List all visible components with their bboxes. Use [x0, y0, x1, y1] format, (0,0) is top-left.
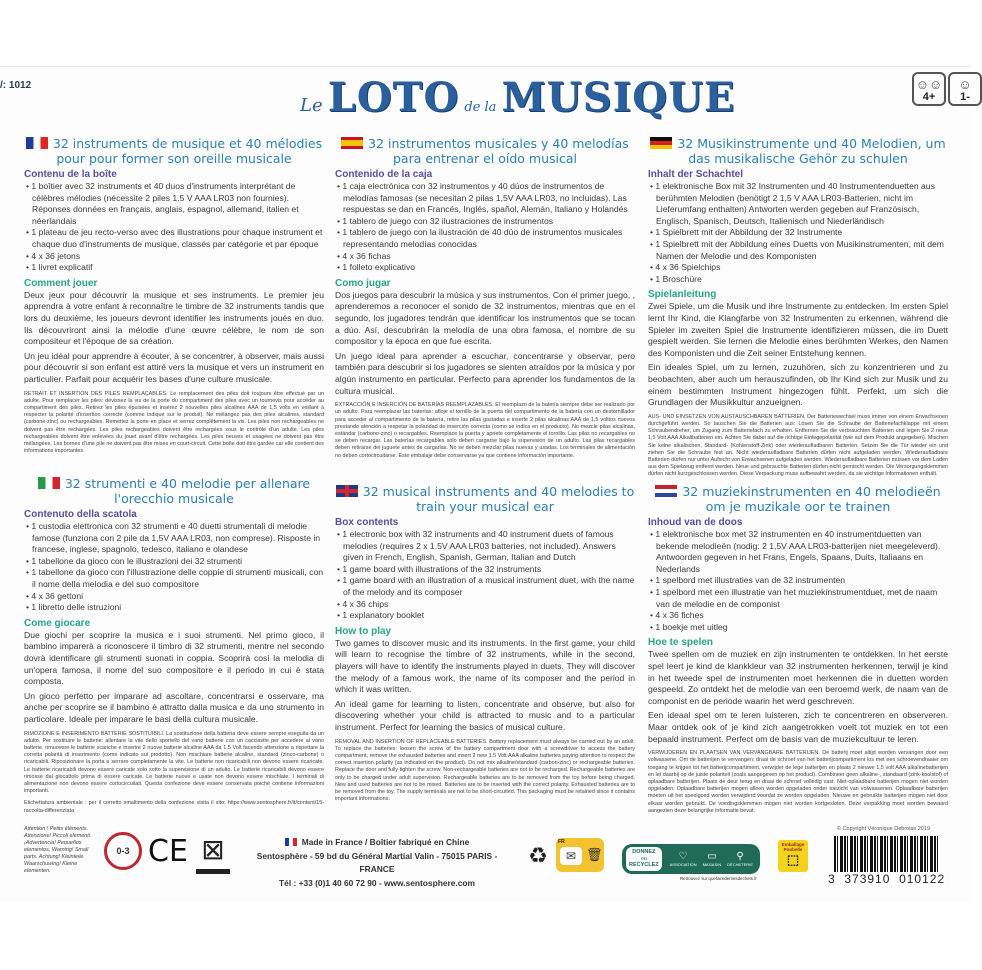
section-english [335, 484, 635, 803]
french-flag-icon [285, 838, 297, 846]
barcode-number: 3 373910 010122 [828, 872, 946, 886]
how-to-play-paragraph: Een ideaal spel om te leren luisteren, zich te concentreren en observeren. Maar ontdek ook of je kind zich aangetrokken voelt tot muziek en tot een bepaald instrument. Perfect om de basis van de muziekcultuur te leren. [648, 710, 948, 744]
copyright: © Copyright Véronique Debroise 2019 [837, 826, 931, 832]
contents-item: • 1 custodia elettronica con 32 strumenti e 40 duetti strumentali di melodie famose (funziona con 2 pile da 1,5V AAA LR03, non comprese). Risposte in francese, inglese, spagnolo, tedesco, italiano e olandese [24, 521, 324, 556]
contents-item: • 4 x 36 gettoni [24, 591, 324, 603]
flag-fr-icon [26, 137, 48, 149]
title-loto: LOTO [327, 74, 460, 121]
association-option: ♡ ASSOCIATION [669, 851, 697, 867]
title-musique: MUSIQUE [501, 74, 736, 121]
dump-option: ⚲ DÉCHETERIE [727, 851, 753, 867]
barcode [834, 836, 938, 876]
section-heading: 32 instruments de musique et 40 mélodies pour pour former son oreille musicale [24, 136, 324, 166]
how-to-play-paragraph: Ein ideales Spiel, um zu lernen, zuzuhören, sich zu konzentrieren und zu beobachten, aber auch um herauszufinden, ob Ihr Kind sich zur Musik und zu einem bestimmten Instrument hingezogen fühlt. Perfekt, um sich die Grundlagen der Musikkultur anzueignen. [648, 362, 948, 408]
how-to-play-paragraph: Two games to discover music and its instruments. In the first game, your child will learn to recognise the timbre of 32 instruments, while in the second, players will have to identify the instruments played in duets. They will discover the melody of a famous work, the name of its composer and the period in which it was written. [335, 637, 635, 695]
flag-it-icon [38, 477, 60, 489]
contents-item: • 1 caja electrónica con 32 instrumentos y 40 dúos de instrumentos de melodías famosas (se necesitan 2 pilas 1,5V AAA LR03, no incluidas). Las respuestas se dan en Francés, Inglés, spañol, Alemán, Italiano y Holandés [335, 181, 635, 216]
fr-badge: FR [558, 839, 565, 845]
contents-list [24, 181, 324, 274]
contents-item: • 1 tablero de juego con la ilustración de 40 dúo de instrumentos musicales representando melodías conocidas [335, 227, 635, 250]
battery-instructions: VERWIJDEREN EN PLAATSEN VAN VERVANGBARE BATTERIJEN. De batterij moet altijd worden vervangen door een volwassene. Om de batterijen te vervangen: draai de schroef van het batterijcompartiment los met een schroevendraaier om toegang te krijgen tot het batterijcompartiment, verwijder de lege batterijen en plaats 2 nieuwe 1,5 volt AAA alkalinebatterijen en let daarbij op de juiste polariteit (zoals aangegeven op het product). Combineer geen alkaline-, standaard (zink-koolstof) of oplaadbare batterijen. Plaats de deur terug en draai de schroef volledig vast. Niet-oplaadbare batterijen mogen niet worden opgeladen. Oplaadbare batterijen mogen alleen worden opgeladen onder toezicht van volwassenen. Oplaadbare batterijen moeten uit het speelgoed worden verwijderd voordat ze worden opgeladen. Nieuwe en gebruikte batterijen mogen niet door elkaar worden gebruikt. De voedingsklemmen mogen niet worden kortgesloten. Deze verpakking moet worden bewaard aangezien deze belangrijke informatie bevat. [648, 750, 948, 814]
contents-item: • 1 elektronische box met 32 instrumenten en 40 instrumentduetten van bekende melodieën (nodig: 2 1,5V AAA LR03-batterijen niet meegeleverd). Antwoorden gegeven in het Frans, Engels, Spaans, Duits, Italiaans en Nederlands [648, 529, 948, 575]
recycle-info-icon: FR ✉ 🗑 [556, 838, 604, 872]
contents-item: • 1 plateau de jeu recto-verso avec des illustrations pour chaque instrument et chaque duo d'instruments de musique, classés par catégorie et par époque [24, 227, 324, 250]
how-to-play-paragraph: Dos juegos para descubrir la música y sus instrumentos. Con el primer juego, , aprenderemos a reconocer el sonido de 32 instrumentos, mientras que en el segundo, los jugadores tendrán que identificar los instrumentos que se tocan a dúo. Así, descubrirán la melodía de una obra famosa, el nombre de su compositor y la época en que fue escrita. [335, 289, 635, 347]
game-title-logo [300, 74, 736, 121]
flag-uk-icon [336, 485, 358, 497]
sort-badge-label: Emballage Poubelle [781, 842, 805, 852]
how-to-play-paragraph: An ideal game for learning to listen, concentrate and observe, but also for discovering whether your child is attracted to music and to a particular instrument. Perfect for learning the basics of musical culture. [335, 698, 635, 732]
contents-item: • 1 tabellone da gioco con le illustrazioni dei 32 strumenti [24, 556, 324, 568]
contents-item: • 4 x 36 Spielchips [648, 262, 948, 274]
players-label: 1- [960, 91, 970, 103]
flag-nl-icon [655, 485, 677, 497]
how-to-play-paragraph: Un gioco perfetto per imparare ad ascoltare, concentrarsi e osservare, ma anche per scoprire se il bambino è attratto dalla musica e da uno strumento in particolare. Ideale per imparare le basi della cultura musicale. [24, 690, 324, 724]
contents-item: • 4 x 36 fiches [648, 610, 948, 622]
how-to-play-title: Comment jouer [24, 277, 98, 289]
ce-mark-icon [146, 832, 190, 870]
contents-title: Box contents [335, 517, 399, 528]
contents-item: • 1 elektronische Box mit 32 Instrumenten und 40 Instrumentenduetten aus berühmten Melodien (benötigt 2 1,5 V AAA LR03-Batterien, nicht im Lieferumfang enthalten) Antworten werden gegeben auf Französisch, Englisch, Spanisch, Deutsch, Italienisch und Niederländisch [648, 181, 948, 227]
no-under-3-icon [104, 832, 142, 870]
how-to-play-title: Spielanleitung [648, 289, 717, 301]
how-to-play-paragraph: Zwei Spiele, um die Musik und ihre Instrumente zu entdecken. Im ersten Spiel lernt Ihr Kind, die Klangfarbe von 32 Instrumenten zu erkennen, während die Spieler im zweiten Spiel die Instrumente identifizieren müssen, die im Duett gespielt werden. Sie lernen die Melodie eines berühmten Werkes, den Namen des Komponisten und die Zeit seiner Entstehung kennen. [648, 301, 948, 358]
contents-item: • 1 boekje met uitleg [648, 622, 948, 634]
players-badge [948, 72, 982, 106]
eco-label-text: Etichettatura ambientale : per il corretto smaltimento della confezione visita il sito: https://www.sentosphere.fr/it/content/15-raccolta-differenziata [24, 800, 324, 814]
contents-item: • 1 libretto delle istruzioni [24, 602, 324, 614]
section-heading: 32 musical instruments and 40 melodies to train your musical ear [335, 484, 635, 514]
section-dutch [648, 484, 948, 815]
players-icon: ☺ [958, 77, 972, 92]
ce-label: CE [148, 833, 188, 869]
donate-recycle-label: DONNEZ ou RECYCLEZ [626, 847, 662, 871]
how-to-play-title: Hoe te spelen [648, 637, 714, 649]
contents-item: • 4 x 36 fichas [335, 251, 635, 263]
how-to-play-paragraph: Due giochi per scoprire la musica e i suoi strumenti. Nel primo gioco, il bambino imparerà a riconoscere il timbro di 32 strumenti, mentre nel secondo dovrà identificare gli strumenti suonati in coppia. Scoprirà così la melodia di un'opera famosa, il nome del suo compositore e il periodo in cui è stata composta. [24, 629, 324, 687]
how-to-play-paragraph: Un jeu idéal pour apprendre à écouter, à se concentrer, à observer, mais aussi pour découvrir si son enfant est attiré vers la musique et vers un instrument en particulier. Parfait pour acquérir les bases d'une culture musicale. [24, 350, 324, 384]
contents-title: Contenido de la caja [335, 169, 433, 180]
contents-title: Inhoud van de doos [648, 517, 743, 528]
section-german [648, 136, 948, 479]
shop-option: ▭ MAGASIN [702, 851, 722, 867]
contents-item: • 1 tablero de juego con 32 ilustraciones de instrumentos [335, 216, 635, 228]
how-to-play-title: Como jugar [335, 277, 391, 289]
contact-text: Tél : +33 (0)1 40 60 72 90 - www.sentosphere.com [279, 877, 475, 888]
contents-title: Contenu de la boîte [24, 169, 117, 180]
children-icon: ☺☺ [915, 77, 943, 92]
contents-item: • 1 electronic box with 32 instruments and 40 instrument duets of famous melodies (requires 2 x 1.5V AAA LR03 batteries, not included). Answers given in French, English, Spanish, German, Italian and Dutch [335, 529, 635, 564]
battery-instructions: EXTRACCIÓN E INSERCIÓN DE BATERÍAS REEMPLAZABLES. El reemplazo de la batería siempre debe ser realizado por un adulto. Para reemplazar las baterías: afloje el tornillo de la puerta del compartimento de la batería con un destornillador para acceder al compartimento de la batería, retire las pilas gastadas e inserte 2 pilas alcalinas AAA de 1,5 voltios nuevos prestando atención a respetar la polaridad de inserción correcta (como se indica en el producto). No mezcle pilas alcalinas, estándar (carbono-zinc) o recargables. Reemplace la puerta y apriete completamente el tornillo. Las pilas no recargables no se deben recargar. Las baterías recargables sólo deben cargarse bajo la supervisión de un adulto. Las pilas recargables deben retirarse del juguete antes de cargarlas. No se deben mezclar pilas nuevas y usadas. Los terminales de alimentación no deben cortocircuitarse. Este embalaje debe conservarse ya que contiene información importante. [335, 402, 635, 459]
how-to-play-title: Come giocare [24, 617, 91, 629]
contents-list [648, 529, 948, 633]
contents-item: • 1 folleto explicativo [335, 262, 635, 274]
address-text: Sentosphère - 59 bd du Général Martial Valin - 75015 PARIS - FRANCE [256, 850, 498, 874]
section-french [24, 136, 324, 455]
contents-title: Inhalt der Schachtel [648, 169, 744, 180]
section-heading: 32 instrumentos musicales y 40 melodías para entrenar el oído musical [335, 136, 635, 166]
contents-item: • 1 explanatory booklet [335, 610, 635, 622]
contents-item: • 1 Spielbrett mit der Abbildung der 32 Instrumente [648, 227, 948, 239]
contents-title: Contenuto della scatola [24, 509, 137, 520]
section-spanish [335, 136, 635, 460]
manufacturer-info [246, 836, 508, 890]
battery-instructions: RETRAIT ET INSERTION DES PILES REMPLAÇABLES. Le remplacement des piles doit toujours être effectué par un adulte. Pour remplacer les piles: dévissez la vis de la porte du compartiment des piles avec un tournevis pour accéder au compartiment des piles. Retirez les piles épuisées et insérez 2 nouvelles piles alcalines AAA de 1,5 volts en veillant à respecter la polarité d'insertion correcte (comme indiqué sur le produit). Ne mélangez pas des piles alcalines, standard (carbone-zinc) ou rechargeables. Remettez la porte en place et serrez complètement la vis. Les piles non rechargeables ne doivent pas être rechargées. Les piles rechargeables doivent être rechargées sous le contrôle d'un adulte. Les piles rechargeables doivent être enlevées du jouet avant d'être rechargées. Les piles neuves et usagées ne doivent pas être mélangées. Les bornes d'une pile ne doivent pas être mises en court-circuit. Cette boîte doit être gardée car elle contient des informations importantes. [24, 390, 324, 455]
contents-item: • 4 x 36 jetons [24, 251, 324, 263]
age-player-badges [912, 72, 982, 106]
contents-item: • 1 tabellone da gioco con l'illustrazione delle coppie di strumenti musicali, con il nome della melodia e del suo compositore [24, 567, 324, 590]
age-label: 4+ [922, 91, 936, 103]
battery-instructions: AUS- UND EINSETZEN VON AUSTAUSCHBAREN BATTERIEN. Der Batteriewechsel muss immer von einem Erwachsenen durchgeführt werden. So tauschen Sie die Batterien aus: Lösen Sie die Schraube der Batteriefachklappe mit einem Schraubendreher, um Zugang zum Batteriefach zu erhalten. Entfernen Sie die verbrauchten Batterien und legen Sie 2 neue 1,5 Volt AAA Alkalibatterien ein. Achten Sie dabei auf die richtige Einlegepolarität (wie auf dem Produkt angegeben). Mischen Sie keine alkalischen, Standard- (Kohlenstoff-Zink) oder wiederaufladbaren Batterien. Setzen Sie die Tür wieder ein und ziehen Sie die Schraube fest an. Nicht wiederaufladbare Batterien dürfen nicht aufgeladen werden. Wiederaufladbare Batterien dürfen nur unter Aufsicht von Erwachsenen aufgeladen werden. Wiederaufladbare Batterien müssen vor dem Laden aus dem Spielzeug entfernt werden. Neue und gebrauchte Batterien dürfen nicht gemischt werden. Die Versorgungsklemmen dürfen nicht kurzgeschlossen werden. Diese Verpackung muss aufbewahrt werden, da sie wichtige Informationen enthält. [648, 413, 948, 478]
contents-item: • 1 livret explicatif [24, 262, 324, 274]
sorting-icon: Emballage Poubelle ⬚ [778, 840, 808, 872]
product-reference: /: 1012 [0, 80, 32, 91]
how-to-play-paragraph: Twee spellen om de muziek en zijn instrumenten te ontdekken. In het eerste spel leert je kind de klankkleur van 32 instrumenten herkennen, terwijl je kind in het tweede spel de instrumenten moet herkennen die in duetten worden gespeeld. Zo ontdekt het de melodie van een beroemd werk, de naam van de componist en de periode waarin het werd geschreven. [648, 649, 948, 706]
weee-bin-icon: ⊠ [196, 830, 230, 874]
how-to-play-paragraph: Deux jeux pour découvrir la musique et ses instruments. Le premier jeu apprendra à votre enfant à reconnaître le timbre de 32 instruments tandis que lors du deuxième, les joueurs devront identifier les instruments joués en duo. Ils découvriront ainsi la mélodie d'une œuvre célèbre, le nom de son compositeur et l'époque de sa création. [24, 289, 324, 347]
battery-instructions: REMOVAL AND INSERTION OF REPLACEABLE BATTERIES. Battery replacement must always be carried out by an adult. To replace the batteries: loosen the screw of the battery compartment door with a screwdriver to access the battery compartment, remove the exhausted batteries and insert 2 new 1.5 Volt AAA alkaline batteries paying attention to respect the correct insertion polarity (as indicated on the product). Do not mix alkaline/standard (carbon-zinc) or rechargeable batteries. Replace the door and fully tighten the screw. Non-rechargeable batteries are not to be recharged. Rechargeable batteries are only to be charged under adult supervision. Rechargeable batteries are to be removed from the toy before being charged. New and used batteries are not to be mixed. Batteries are to be inserted with the correct polarity. Exhausted batteries are to be removed from the toy. The supply terminals are not to be short-circuited. This packaging must be retained since it contains important informations. [335, 738, 635, 803]
flag-es-icon [341, 137, 363, 149]
contents-item: • 1 game board with an illustration of a musical instrument duet, with the name of the melody and its composer [335, 575, 635, 598]
title-de-la: de la [464, 100, 497, 115]
contents-item: • 1 spelbord met illustraties van de 32 instrumenten [648, 575, 948, 587]
recycle-website: Retrouvez sur quefairedemesdechets.fr [680, 876, 757, 881]
how-to-play-paragraph: Un juego ideal para aprender a escuchar, concentrarse y observar, pero también para descubrir si los jugadores se sienten atraídos por la música y por algún instrumento en particular. Perfecto para aprender los fundamentos de la cultura musical. [335, 350, 635, 396]
contents-item: • 4 x 36 chips [335, 599, 635, 611]
battery-instructions: RIMOZIONE E INSERIMENTO BATTERIE SOSTITUIBILI. La sostituzione della batteria deve essere sempre eseguita da un adulto. Per sostituire le batterie: allentare la vite dello sportello del vano batterie con un cacciavite per accedere al vano batterie. rimuovere le batterie scariche e inserire 2 nuove batterie alcaline AAA da 1,5 Volt facendo attenzione a rispettare la corretta polarità di inserimento (come indicato sul prodotto). Non mischiare batterie alcaline, standard (zinco-carbone) o ricaricabili. Riposizionare la porta e serrare completamente la vite. Le batterie non ricaricabili non devono essere ricaricate. Le batterie ricaricabili devono essere caricate solo sotto la supervisione di un adulto. Le batterie ricaricabili devono essere rimosse dal giocattolo prima di essere caricate. Le batterie nuove e usate non devono essere mischiate. I terminali di alimentazione non devono essere cortocircuitati. Questa confezione deve essere conservata poiché contiene informazioni importanti. [24, 730, 324, 795]
made-in-text: Made in France / Boîtier fabriqué en Chine [301, 837, 470, 847]
contents-list [335, 529, 635, 622]
triman-icon: ♻ [528, 843, 548, 868]
title-le: Le [300, 95, 323, 116]
small-parts-warning: Attention ! Petits éléments. Attenzione! Piccoli elementi. ¡Advertencia! Pequeños elementos. Warning! Small parts. Achtung! Kleinteile. Waarschuwing! Kleine elementen. [24, 826, 92, 874]
how-to-play-title: How to play [335, 625, 392, 637]
flag-de-icon [650, 137, 672, 149]
contents-item: • 1 Broschüre [648, 274, 948, 286]
contents-list [335, 181, 635, 274]
contents-item: • 1 Spielbrett mit der Abbildung eines Duetts von Musikinstrumenten, mit dem Namen der Melodie und des Komponisten [648, 239, 948, 262]
section-heading: 32 strumenti e 40 melodie per allenare l'orecchio musicale [24, 476, 324, 506]
donate-or-recycle-badge [622, 844, 760, 874]
section-italian [24, 476, 324, 815]
contents-item: • 1 game board with illustrations of the 32 instruments [335, 564, 635, 576]
contents-list [648, 181, 948, 285]
contents-item: • 1 spelbord met een illustratie van het muziekinstrumentduet, met de naam van de melodie en de componist [648, 587, 948, 610]
contents-item: • 1 boîtier avec 32 instruments et 40 duos d'instruments interprétant de célèbres mélodies (nécessite 2 piles 1.5 V AAA LR03 non fournies). Réponses données en français, anglais, espagnol, allemand, italien et néerlandais [24, 181, 324, 227]
contents-list [24, 521, 324, 614]
section-heading: 32 Musikinstrumente und 40 Melodien, um das musikalische Gehör zu schulen [648, 136, 948, 166]
age-warning-label: 0-3 [116, 846, 130, 856]
section-heading: 32 muziekinstrumenten en 40 melodieën om je muzikale oor te trainen [648, 484, 948, 514]
age-badge [912, 72, 946, 106]
